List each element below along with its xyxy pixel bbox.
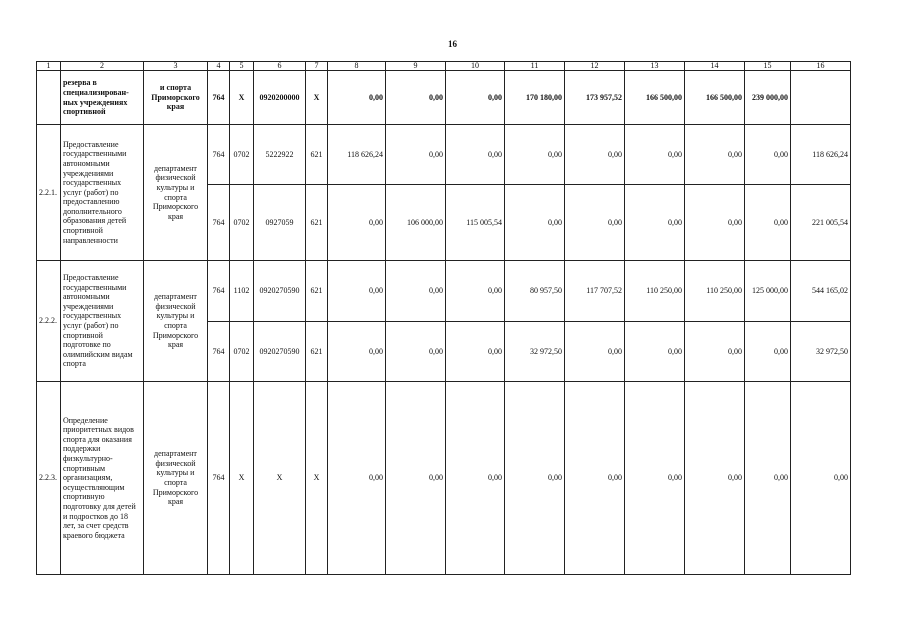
cell-c5: 0702: [230, 185, 254, 261]
col-number: 6: [254, 62, 306, 71]
budget-table: [36, 61, 851, 575]
cell-c7: 621: [306, 261, 328, 322]
cell-c12: 117 707,52: [565, 261, 625, 322]
cell-c9: 0,00: [386, 71, 446, 125]
row-name: Определение приоритетных видов спорта для оказания поддержки физкультурно-спортивным организациям, осуществляющим спортивную подготовку для детей и подростков до 18 лет, за счет средств краевого бюджета: [61, 382, 144, 575]
cell-c16: 0,00: [791, 382, 851, 575]
cell-c11: 32 972,50: [505, 322, 565, 382]
col-number: 15: [745, 62, 791, 71]
cell-c10: 115 005,54: [446, 185, 505, 261]
col-number: 11: [505, 62, 565, 71]
cell-c4: 764: [208, 261, 230, 322]
cell-c11: 170 180,00: [505, 71, 565, 125]
cell-c5: 0702: [230, 125, 254, 185]
cell-c16: 221 005,54: [791, 185, 851, 261]
row-name: Предоставление государственными автономными учреждениями государственных услуг (работ) по спортивной подготовке по олимпийским видам спорта: [61, 261, 144, 382]
cell-c10: 0,00: [446, 322, 505, 382]
col-number: 12: [565, 62, 625, 71]
row-department: департамент физической культуры и спорта Приморского края: [144, 261, 208, 382]
cell-c11: 0,00: [505, 185, 565, 261]
cell-c7: X: [306, 71, 328, 125]
cell-c5: 1102: [230, 261, 254, 322]
cell-c8: 0,00: [328, 322, 386, 382]
cell-c14: 110 250,00: [685, 261, 745, 322]
cell-c14: 0,00: [685, 322, 745, 382]
cell-c16: 32 972,50: [791, 322, 851, 382]
cell-c14: 0,00: [685, 382, 745, 575]
cell-c7: X: [306, 382, 328, 575]
cell-c16: [791, 71, 851, 125]
cell-c12: 0,00: [565, 382, 625, 575]
cell-c13: 166 500,00: [625, 71, 685, 125]
cell-c4: 764: [208, 322, 230, 382]
col-number: 13: [625, 62, 685, 71]
cell-c10: 0,00: [446, 125, 505, 185]
cell-c13: 0,00: [625, 322, 685, 382]
cell-c14: 0,00: [685, 125, 745, 185]
cell-c6: 0920270590: [254, 322, 306, 382]
col-number: 2: [61, 62, 144, 71]
col-number: 4: [208, 62, 230, 71]
row-department: и спорта Приморского края: [144, 71, 208, 125]
cell-c11: 0,00: [505, 382, 565, 575]
cell-c15: 0,00: [745, 322, 791, 382]
cell-c15: 0,00: [745, 185, 791, 261]
cell-c10: 0,00: [446, 382, 505, 575]
table-row: [37, 382, 851, 575]
cell-c11: 0,00: [505, 125, 565, 185]
row-department: департамент физической культуры и спорта Приморского края: [144, 382, 208, 575]
cell-c9: 0,00: [386, 382, 446, 575]
col-number: 7: [306, 62, 328, 71]
cell-c8: 0,00: [328, 185, 386, 261]
table-row: [37, 261, 851, 322]
cell-c8: 0,00: [328, 382, 386, 575]
cell-c7: 621: [306, 185, 328, 261]
col-number: 1: [37, 62, 61, 71]
row-number: 2.2.2.: [37, 261, 61, 382]
cell-c13: 0,00: [625, 125, 685, 185]
cell-c7: 621: [306, 322, 328, 382]
cell-c5: X: [230, 71, 254, 125]
cell-c6: X: [254, 382, 306, 575]
page-number: 16: [448, 39, 457, 49]
row-number: 2.2.3.: [37, 382, 61, 575]
col-number: 3: [144, 62, 208, 71]
cell-c12: 0,00: [565, 125, 625, 185]
cell-c8: 0,00: [328, 261, 386, 322]
cell-c9: 106 000,00: [386, 185, 446, 261]
cell-c13: 0,00: [625, 185, 685, 261]
cell-c14: 0,00: [685, 185, 745, 261]
cell-c15: 0,00: [745, 125, 791, 185]
cell-c10: 0,00: [446, 261, 505, 322]
row-name: Предоставление государственными автономными учреждениями государственных услуг (работ) по предоставлению дополнительного образования детей спортивной направленности: [61, 125, 144, 261]
col-number: 9: [386, 62, 446, 71]
col-number: 16: [791, 62, 851, 71]
cell-c5: X: [230, 382, 254, 575]
cell-c15: 0,00: [745, 382, 791, 575]
table-row: [37, 71, 851, 125]
cell-c10: 0,00: [446, 71, 505, 125]
cell-c12: 0,00: [565, 322, 625, 382]
cell-c16: 118 626,24: [791, 125, 851, 185]
cell-c6: 0927059: [254, 185, 306, 261]
row-number: 2.2.1.: [37, 125, 61, 261]
cell-c4: 764: [208, 71, 230, 125]
cell-c14: 166 500,00: [685, 71, 745, 125]
cell-c4: 764: [208, 185, 230, 261]
cell-c12: 173 957,52: [565, 71, 625, 125]
row-department: департамент физической культуры и спорта Приморского края: [144, 125, 208, 261]
cell-c5: 0702: [230, 322, 254, 382]
cell-c9: 0,00: [386, 125, 446, 185]
cell-c13: 0,00: [625, 382, 685, 575]
cell-c13: 110 250,00: [625, 261, 685, 322]
cell-c6: 0920200000: [254, 71, 306, 125]
row-number: [37, 71, 61, 125]
cell-c12: 0,00: [565, 185, 625, 261]
cell-c8: 118 626,24: [328, 125, 386, 185]
table-row: [37, 125, 851, 185]
cell-c8: 0,00: [328, 71, 386, 125]
cell-c15: 125 000,00: [745, 261, 791, 322]
col-number: 5: [230, 62, 254, 71]
cell-c16: 544 165,02: [791, 261, 851, 322]
cell-c4: 764: [208, 125, 230, 185]
cell-c11: 80 957,50: [505, 261, 565, 322]
col-number: 14: [685, 62, 745, 71]
cell-c7: 621: [306, 125, 328, 185]
cell-c6: 5222922: [254, 125, 306, 185]
row-name: резерва в специализирован-ных учреждениях спортивной: [61, 71, 144, 125]
col-number: 10: [446, 62, 505, 71]
cell-c15: 239 000,00: [745, 71, 791, 125]
cell-c6: 0920270590: [254, 261, 306, 322]
col-number: 8: [328, 62, 386, 71]
cell-c4: 764: [208, 382, 230, 575]
cell-c9: 0,00: [386, 261, 446, 322]
cell-c9: 0,00: [386, 322, 446, 382]
column-number-row: [37, 62, 851, 71]
